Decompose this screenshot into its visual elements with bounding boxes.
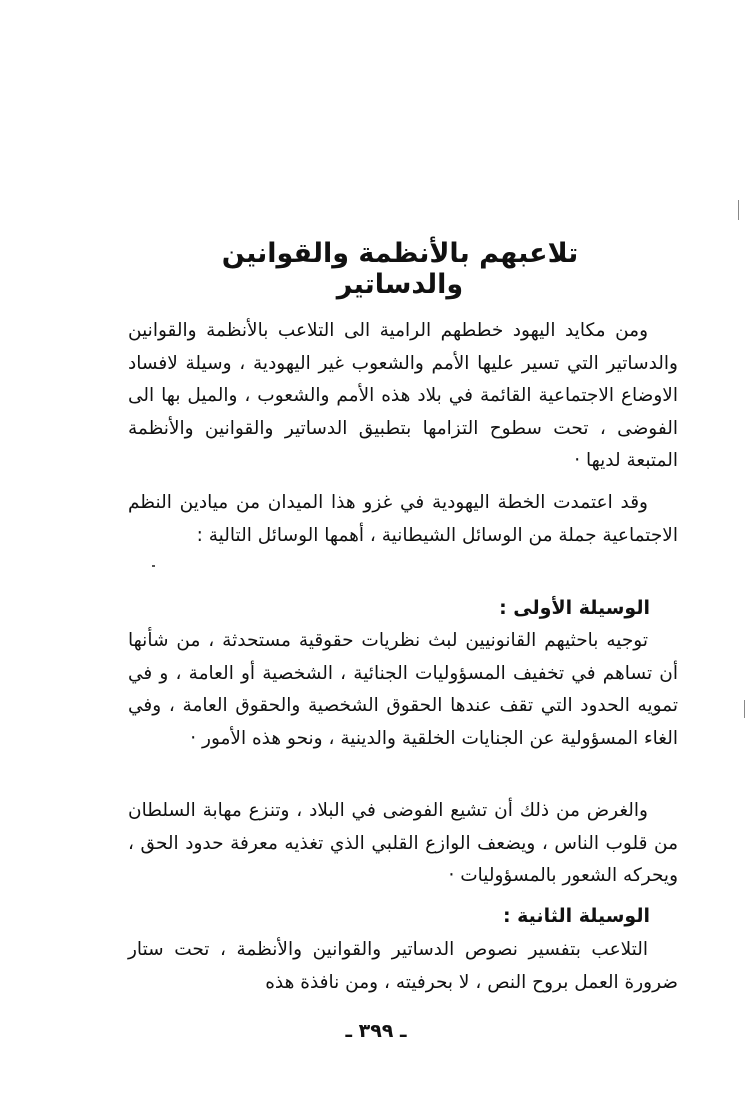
paragraph-text: ومن مكايد اليهود خططهم الرامية الى التلاعب بالأنظمة والقوانين والدساتير التي تسير عليها الأمم والشعوب غير اليهودية ، وسيلة لافساد الاوضاع الاجتماعية القائمة في بلاد هذه الأمم والشعوب ، والميل بها الى الفوضى ، تحت سطوح التزامها بتطبيق الدساتير والقوانين والأنظمة المتبعة لديها · (128, 320, 678, 472)
paragraph-text: توجيه باحثيهم القانونيين لبث نظريات حقوقية مستحدثة ، من شأنها أن تساهم في تخفيف المسؤوليات الجنائية ، الشخصية أو العامة ، و في تمويه الحدود التي تقف عندها الحقوق الشخصية والحقوق العامة ، وفي الغاء المسؤولية عن الجنايات الخلقية والدينية ، ونحو هذه الأمور · (128, 630, 678, 749)
paragraph-intro (128, 315, 678, 478)
chapter-title: تلاعبهم بالأنظمة والقوانين والدساتير (221, 238, 579, 300)
section-heading-second-method: الوسيلة الثانية : (502, 905, 650, 927)
section-heading-first-method: الوسيلة الأولى : (499, 597, 650, 619)
paragraph-first-method (128, 625, 678, 755)
paragraph-methods-intro (128, 487, 678, 552)
scan-speck (152, 565, 155, 567)
paragraph-purpose (128, 795, 678, 893)
paragraph-second-method (128, 934, 678, 999)
scan-artifact (744, 700, 745, 718)
paragraph-text: والغرض من ذلك أن تشيع الفوضى في البلاد ، وتنزع مهابة السلطان من قلوب الناس ، ويضعف الوازع القلبي الذي تغذيه معرفة حدود الحق ، ويحركه الشعور بالمسؤوليات · (128, 800, 678, 887)
scan-artifact (738, 200, 739, 220)
paragraph-text: وقد اعتمدت الخطة اليهودية في غزو هذا الميدان من ميادين النظم الاجتماعية جملة من الوسائل الشيطانية ، أهمها الوسائل التالية : (128, 492, 678, 546)
page-number: ـ ٣٩٩ ـ (345, 1020, 407, 1042)
paragraph-text: التلاعب بتفسير نصوص الدساتير والقوانين والأنظمة ، تحت ستار ضرورة العمل بروح النص ، لا بحرفيته ، ومن نافذة هذه (128, 939, 678, 993)
